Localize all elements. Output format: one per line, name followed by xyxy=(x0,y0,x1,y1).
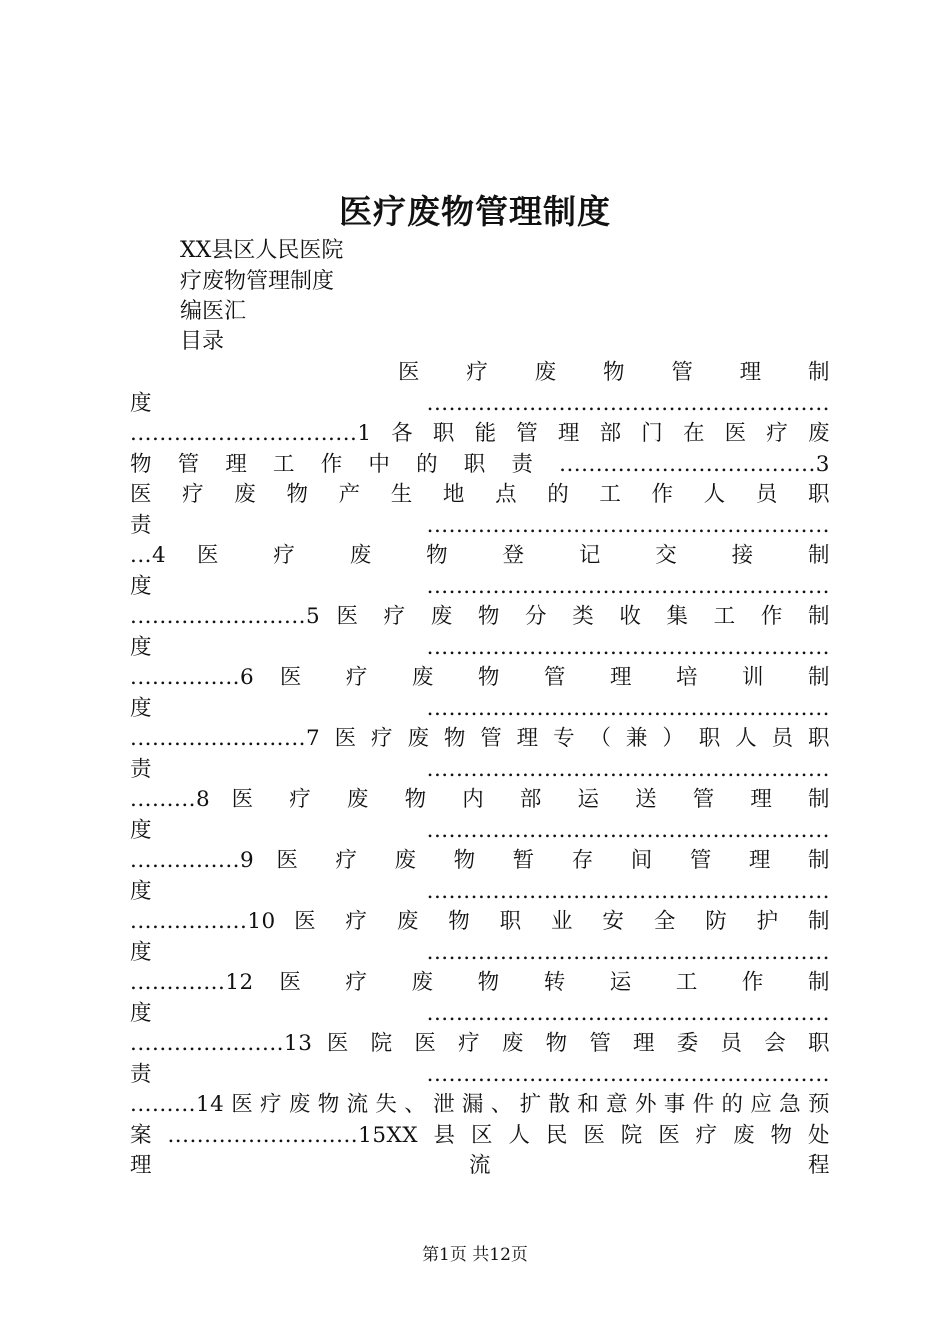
toc-line: ...............6 医 疗 废 物 管 理 培 训 制 xyxy=(130,665,830,690)
toc-line: ................10 医 疗 废 物 职 业 安 全 防 护 制 xyxy=(130,909,830,934)
toc-line: ...............9 医 疗 废 物 暂 存 间 管 理 制 xyxy=(130,848,830,873)
toc-line: 理 流 程 xyxy=(130,1153,830,1178)
toc-heading: 目录 xyxy=(180,329,225,354)
toc-line: .....................13 医 院 医 疗 废 物 管 理 委 员 会 职 xyxy=(130,1031,830,1056)
toc-line: 度....................................................... xyxy=(130,390,830,416)
page-footer: 第1页 共12页 xyxy=(422,1245,528,1265)
toc-line: 度....................................................... xyxy=(130,817,830,843)
toc-line: 度....................................................... xyxy=(130,939,830,965)
toc-line: ...............................1各职能管理部门在医疗废 xyxy=(130,421,830,446)
toc-line: 医 疗 废 物 管 理 制 xyxy=(398,360,830,385)
toc-line: 度....................................................... xyxy=(130,878,830,904)
toc-line: 度....................................................... xyxy=(130,573,830,599)
toc-line: .........14医疗废物流失、泄漏、扩散和意外事件的应急预 xyxy=(130,1092,830,1117)
toc-line: 责....................................................... xyxy=(130,756,830,782)
toc-line: .............12 医 疗 废 物 转 运 工 作 制 xyxy=(130,970,830,995)
subtitle-line: 疗废物管理制度 xyxy=(180,269,335,294)
toc-line: 度....................................................... xyxy=(130,634,830,660)
toc-line: ...4 医 疗 废 物 登 记 交 接 制 xyxy=(130,543,830,568)
toc-line: 医 疗 废 物 产 生 地 点 的 工 作 人 员 职 xyxy=(130,482,830,507)
editor-line: 编医汇 xyxy=(180,299,247,324)
hospital-name: XX县区人民医院 xyxy=(180,238,344,263)
document-title: 医疗废物管理制度 xyxy=(339,192,611,231)
toc-line: .........8 医 疗 废 物 内 部 运 送 管 理 制 xyxy=(130,787,830,812)
toc-line: 度....................................................... xyxy=(130,695,830,721)
toc-line: ........................5 医 疗 废 物 分 类 收 集 工 作 制 xyxy=(130,604,830,629)
toc-line: 物管理工作中的职责...................................3 xyxy=(130,451,830,477)
toc-line: ........................7医疗废物管理专（兼）职人员职 xyxy=(130,726,830,751)
table-of-contents xyxy=(130,358,830,1182)
toc-line: 责....................................................... xyxy=(130,512,830,538)
toc-line: 责....................................................... xyxy=(130,1061,830,1087)
toc-line: 度....................................................... xyxy=(130,1000,830,1026)
toc-line: 案..........................15XX县区人民医院医疗废物处 xyxy=(130,1122,830,1148)
